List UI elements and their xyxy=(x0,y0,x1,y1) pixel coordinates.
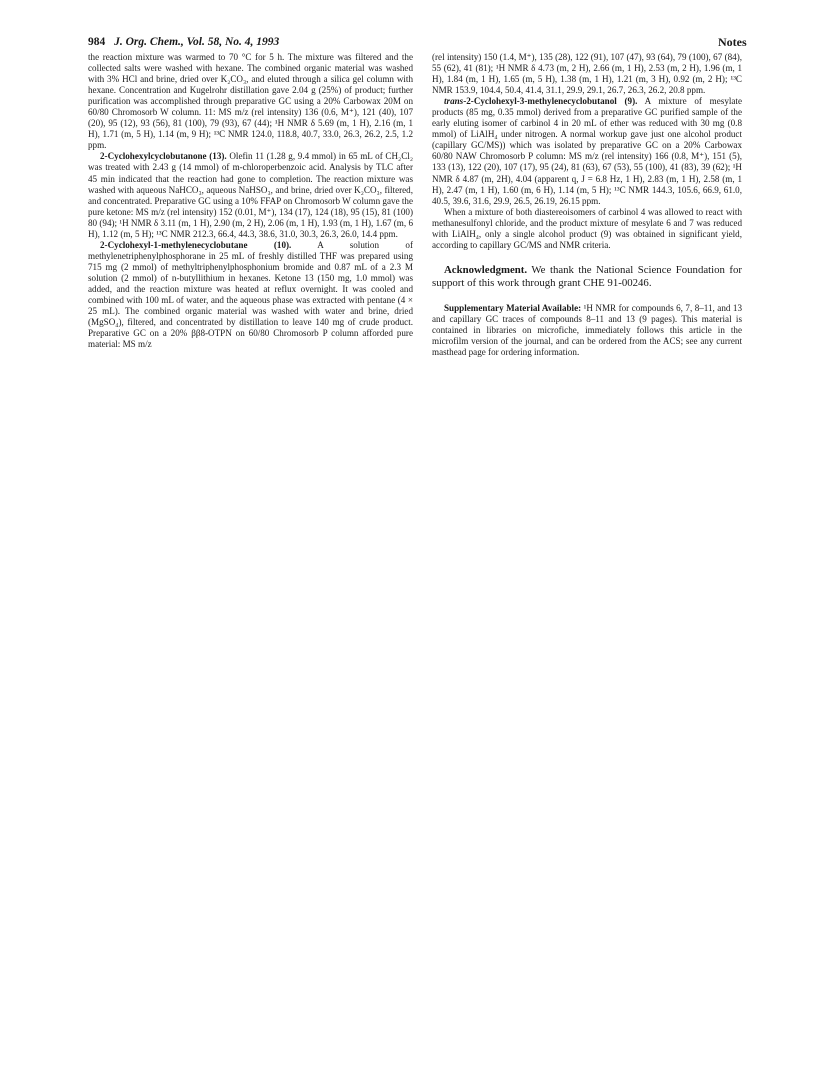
acknowledgment-heading: Acknowledgment. xyxy=(444,263,528,276)
compound-13-heading: 2-Cyclohexylcyclobutanone (13). xyxy=(100,151,227,162)
supplementary-text: ¹H NMR for compounds 6, 7, 8–11, and 13 and capillary GC traces of compounds 8–11 and 13 (9 pages). This material is contained in libraries on microfiche, immediately follows this article in the microfilm version of the journal, and can be ordered from the ACS; see any current masthead page for ordering information. xyxy=(432,302,743,357)
paragraph-diastereoisomers: When a mixture of both diastereoisomers of carbinol 4 was allowed to react with methanesulfonyl chloride, and the product mixture of mesylate 6 and 7 was reduced with LiAlH₄, only a single alcohol product (9) was obtained in significant yield, according to capillary GC/MS and NMR criteria. xyxy=(432,206,742,250)
journal-citation: J. Org. Chem., Vol. 58, No. 4, 1993 xyxy=(114,36,280,48)
section-label: Notes xyxy=(718,35,747,49)
compound-9-heading: -2-Cyclohexyl-3-methylenecyclobutanol (9). xyxy=(463,96,638,107)
compound-13-text: Olefin 11 (1.28 g, 9.4 mmol) in 65 mL of CH₂Cl₂ was treated with 2.43 g (14 mmol) of m-chloroperbenzoic acid. Analysis by TLC after 45 min indicated that the reaction had gone to completion. The reaction mixture was washed with aqueous NaHCO₃, aqueous NaHSO₃, and brine, dried over K₂CO₃, filtered, and concentrated. Preparative GC using a 10% FFAP on Chromosorb W column gave the pure ketone: MS m/z (rel intensity) 152 (0.01, M⁺), 134 (17), 124 (18), 95 (15), 81 (100) 80 (94); ¹H NMR δ 3.11 (m, 1 H), 2.90 (m, 2 H), 2.06 (m, 1 H), 1.93 (m, 1 H), 1.67 (m, 6 H), 1.12 (m, 5 H); ¹³C NMR 212.3, 66.4, 44.3, 38.6, 31.0, 30.3, 26.3, 26.0, 14.4 ppm. xyxy=(88,151,413,239)
compound-9-heading-prefix: trans xyxy=(444,96,464,107)
supplementary-heading: Supplementary Material Available: xyxy=(444,302,582,313)
supplementary-material xyxy=(432,303,742,358)
compound-10-text: A solution of methylenetriphenylphosphorane in 25 mL of freshly distilled THF was prepared using 715 mg (2 mmol) of methyltriphenylphosphonium bromide and 0.87 mL of a 2.3 M solution (2 mmol) of n-butyllithium in hexanes. Ketone 13 (150 mg, 1.0 mmol) was added, and the reaction mixture was heated at reflux overnight. It was cooled and combined with 100 mL of water, and the aqueous phase was extracted with pentane (4 × 25 mL). The combined organic material was washed with water and brine, dried (MgSO₄), filtered, and concentrated by distillation to leave 140 mg of crude product. Preparative GC on a 20% ββ8-OTPN on 60/80 Chromosorb P column afforded pure material: MS m/z xyxy=(88,239,413,350)
compound-10-heading: 2-Cyclohexyl-1-methylenecyclobutane (10). xyxy=(100,239,292,250)
acknowledgment-text: We thank the National Science Foundation for support of this work through grant CHE 91-00246. xyxy=(432,263,742,289)
running-header xyxy=(88,36,279,48)
paragraph-compound-10 xyxy=(88,240,413,350)
page-number: 984 xyxy=(88,36,106,48)
paragraph-continued: the reaction mixture was warmed to 70 °C for 5 h. The mixture was filtered and the collected salts were washed with hexane. The combined organic material was washed with 3% HCl and brine, dried over K₂CO₃, and eluted through a silica gel column with hexane. Concentration and Kugelrohr distillation gave 2.04 g (25%) of product; further purification was accomplished through preparative GC using a 20% Carbowax 20M on 60/80 Chromosorb W column. 11: MS m/z (rel intensity) 136 (0.6, M⁺), 121 (40), 107 (20), 95 (12), 93 (56), 81 (100), 79 (93), 67 (44); ¹H NMR δ 5.69 (m, 1 H), 2.16 (m, 1 H), 1.71 (m, 5 H), 1.14 (m, 9 H); ¹³C NMR 124.0, 118.8, 40.7, 33.0, 26.3, 26.2, 2.5, 1.2 ppm. xyxy=(88,52,413,151)
left-column xyxy=(88,52,413,350)
paragraph-continued-right: (rel intensity) 150 (1.4, M⁺), 135 (28), 122 (91), 107 (47), 93 (64), 79 (100), 67 (84), 55 (62), 41 (81); ¹H NMR δ 4.73 (m, 2 H), 2.66 (m, 1 H), 2.53 (m, 2 H), 1.96 (m, 1 H), 1.84 (m, 1 H), 1.65 (m, 5 H), 1.38 (m, 1 H), 1.21 (m, 3 H), 0.92 (m, 2 H); ¹³C NMR 153.9, 104.4, 50.4, 41.4, 31.1, 29.9, 29.1, 26.7, 26.3, 26.2, 20.8 ppm. xyxy=(432,52,742,96)
paragraph-compound-13 xyxy=(88,151,413,239)
paragraph-compound-9 xyxy=(432,96,742,206)
compound-9-text: A mixture of mesylate products (85 mg, 0.35 mmol) derived from a preparative GC purified sample of the early eluting isomer of carbinol 4 in 20 mL of ether was reduced with 30 mg (0.8 mmol) of LiAlH₄ under nitrogen. A normal workup gave just one alcohol product (capillary GC/MS)) which was isolated by preparative GC on a 20% Carbowax 60/80 NAW Chromosorb P column: MS m/z (rel intensity) 166 (0.8, M⁺), 151 (5), 133 (13), 122 (20), 107 (17), 95 (24), 81 (63), 67 (53), 55 (100), 41 (83), 39 (62); ¹H NMR δ 4.87 (m, 2H), 4.04 (apparent q, J = 6.8 Hz, 1 H), 2.83 (m, 1 H), 2.58 (m, 1 H), 2.47 (m, 1 H), 1.60 (m, 6 H), 1.14 (m, 5 H); ¹³C NMR 144.3, 105.6, 66.9, 61.0, 40.5, 39.6, 31.6, 29.9, 26.5, 26.19, 26.15 ppm. xyxy=(432,96,742,206)
acknowledgment xyxy=(432,264,742,290)
right-column xyxy=(432,52,742,358)
